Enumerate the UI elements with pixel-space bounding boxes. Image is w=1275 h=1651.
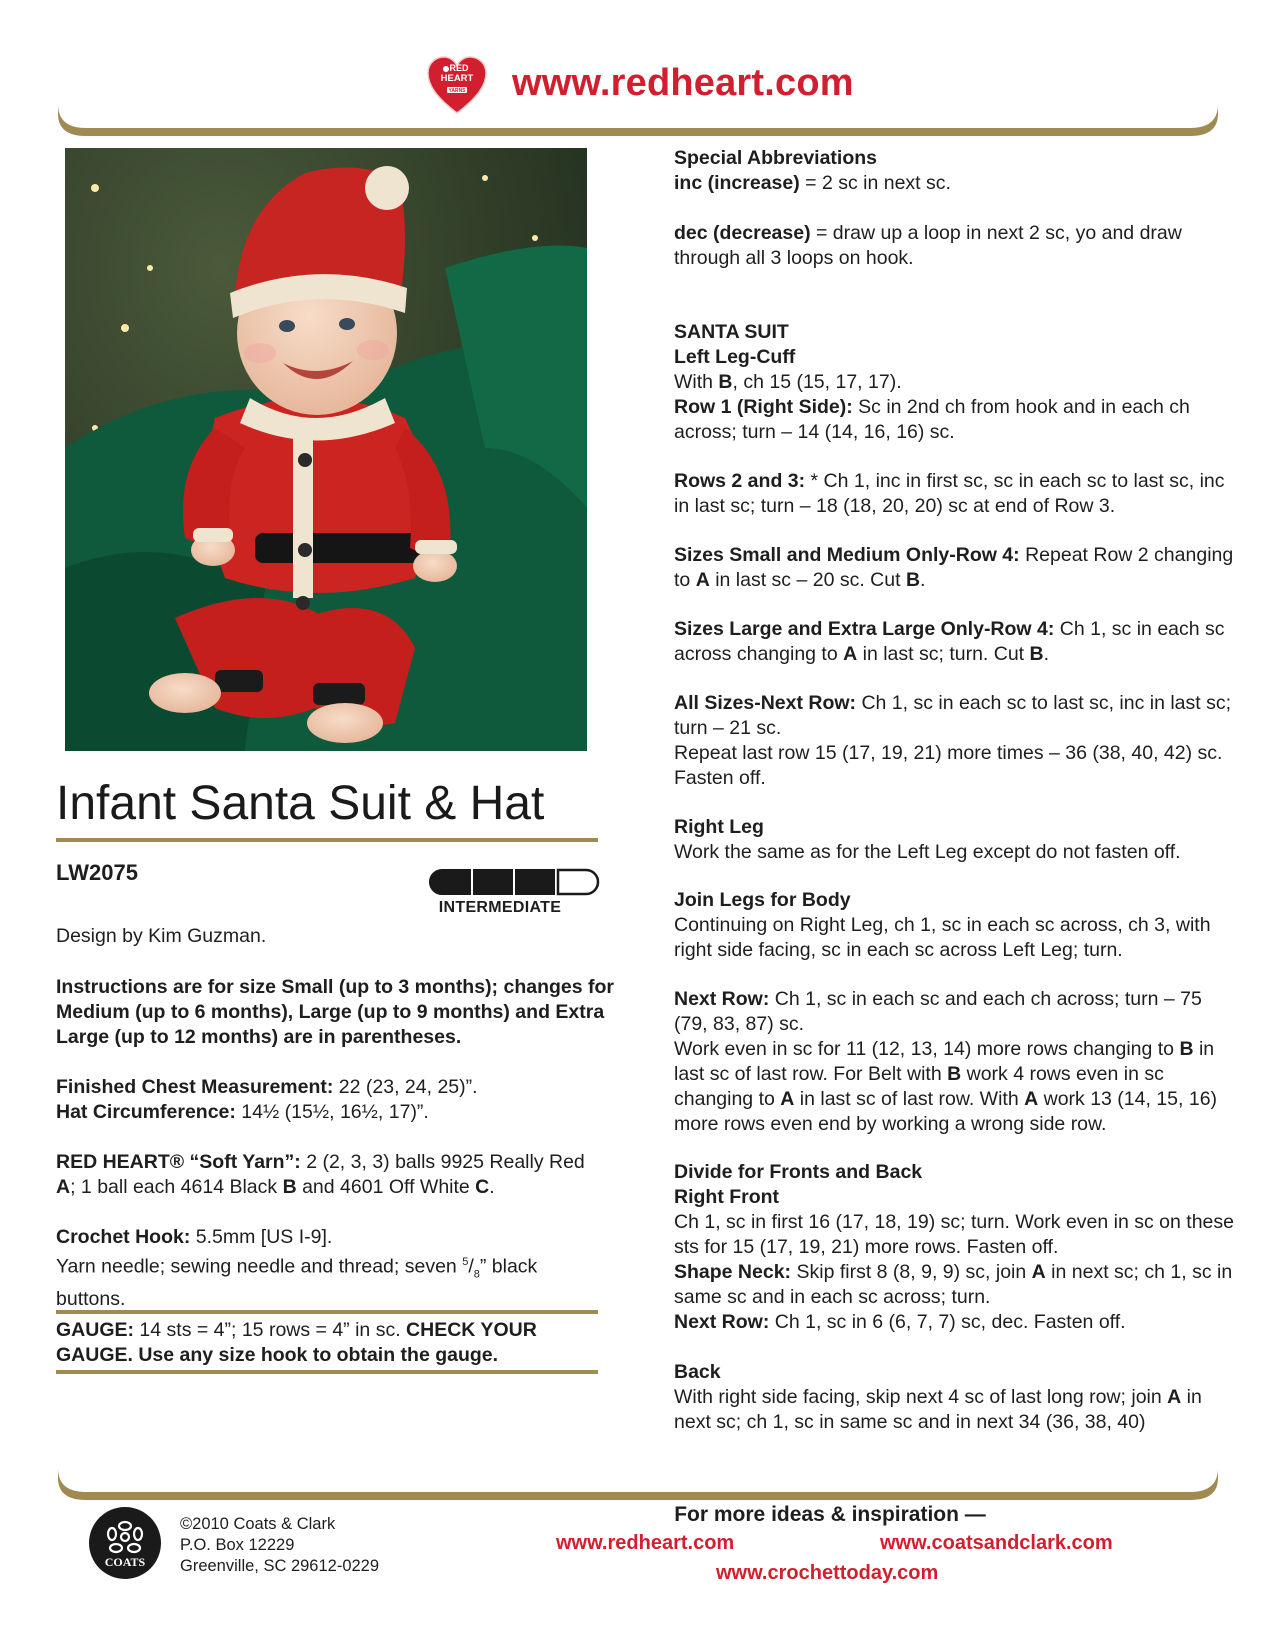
rows-2-3: Rows 2 and 3: * Ch 1, inc in first sc, sc in each sc to last sc, inc in last sc; turn – 18 (18, 20, 20) sc at end of Row 3.	[674, 470, 1225, 517]
divider	[56, 1370, 598, 1374]
svg-text:YARNS: YARNS	[448, 88, 466, 94]
link-crochettoday[interactable]: www.crochettoday.com	[716, 1562, 939, 1584]
po-box: P.O. Box 12229	[180, 1536, 295, 1554]
left-leg-cuff: SANTA SUIT Left Leg-Cuff With B, ch 15 (15, 17, 17). Row 1 (Right Side): Sc in 2nd ch from hook and in each ch across; turn – 14 (14, 16, 16) sc.	[674, 321, 1190, 443]
body-rows: Next Row: Ch 1, sc in each sc and each ch across; turn – 75 (79, 83, 87) sc. Work even in sc for 11 (12, 13, 14) more rows changing to B in last sc of last row. For Belt with B work 4 rows even in sc changing to A in last sc of last row. With A work 13 (14, 15, 16) more rows even end by working a wrong side row.	[674, 988, 1218, 1135]
footer-gold-band	[58, 1468, 1218, 1500]
all-sizes-next-row: All Sizes-Next Row: Ch 1, sc in each sc to last sc, inc in last sc; turn – 21 sc. Repeat last row 15 (17, 19, 21) more times – 36 (38, 40, 42) sc. Fasten off.	[674, 692, 1232, 789]
coats-logo-text: COATS	[104, 1555, 146, 1569]
divide-fronts-back: Divide for Fronts and Back Right Front Ch 1, sc in first 16 (17, 18, 19) sc; turn. Work even in sc on these sts for 15 (17, 19, 21) more rows. Fasten off. Shape Neck: Skip first 8 (8, 9, 9) sc, join A in next sc; ch 1, sc in same sc and in each sc across; turn. Next Row: Ch 1, sc in 6 (6, 7, 7) sc, dec. Fasten off.	[674, 1161, 1234, 1333]
pattern-code: LW2075	[56, 860, 138, 885]
more-ideas-heading: For more ideas & inspiration —	[674, 1503, 986, 1526]
product-photo	[65, 148, 587, 751]
copyright: ©2010 Coats & Clark	[180, 1515, 336, 1533]
special-abbreviations: Special Abbreviations inc (increase) = 2 sc in next sc.	[674, 147, 951, 194]
skill-level-label: INTERMEDIATE	[438, 899, 562, 916]
divider	[56, 838, 598, 842]
back-section: Back With right side facing, skip next 4 sc of last long row; join A in next sc; ch 1, sc in same sc and in next 34 (36, 38, 40)	[674, 1361, 1202, 1433]
pattern-title: Infant Santa Suit & Hat	[56, 777, 545, 830]
measurements: Finished Chest Measurement: 22 (23, 24, 25)”. Hat Circumference: 14½ (15½, 16½, 17)”.	[56, 1076, 478, 1123]
header-url-link[interactable]: www.redheart.com	[512, 62, 854, 104]
abbr-dec: dec (decrease) = draw up a loop in next 2 sc, yo and draw through all 3 loops on hook.	[674, 222, 1182, 269]
header-gold-band	[58, 104, 1218, 136]
join-legs: Join Legs for Body Continuing on Right Leg, ch 1, sc in each sc across, ch 3, with right side facing, sc in each sc across Left Leg; turn.	[674, 889, 1211, 961]
small-medium-row-4: Sizes Small and Medium Only-Row 4: Repeat Row 2 changing to A in last sc – 20 sc. Cut B.	[674, 544, 1234, 591]
link-coatsandclark[interactable]: www.coatsandclark.com	[880, 1532, 1113, 1554]
svg-text:RED: RED	[449, 63, 469, 73]
yarn-materials: RED HEART® “Soft Yarn”: 2 (2, 3, 3) balls 9925 Really Red A; 1 ball each 4614 Black B and 4601 Off White C.	[56, 1151, 585, 1198]
city-address: Greenville, SC 29612-0229	[180, 1557, 380, 1575]
designer-credit: Design by Kim Guzman.	[56, 925, 267, 947]
gauge-note: GAUGE: 14 sts = 4”; 15 rows = 4” in sc. CHECK YOUR GAUGE. Use any size hook to obtain the gauge.	[56, 1319, 537, 1366]
coats-logo[interactable]	[88, 1506, 162, 1580]
right-leg: Right Leg Work the same as for the Left Leg except do not fasten off.	[674, 816, 1181, 863]
large-xl-row-4: Sizes Large and Extra Large Only-Row 4: Ch 1, sc in each sc across changing to A in last sc; turn. Cut B.	[674, 618, 1225, 665]
divider	[56, 1310, 598, 1314]
skill-level-meter	[428, 868, 600, 896]
link-redheart[interactable]: www.redheart.com	[556, 1532, 735, 1554]
svg-text:HEART: HEART	[440, 73, 474, 84]
hook-and-notions: Crochet Hook: 5.5mm [US I-9]. Yarn needle; sewing needle and thread; seven $^5/_8$” black buttons.	[56, 1226, 538, 1311]
sizes-note: Instructions are for size Small (up to 3 months); changes for Medium (up to 6 months), Large (up to 9 months) and Extra Large (up to 12 months) are in parentheses.	[56, 976, 614, 1048]
